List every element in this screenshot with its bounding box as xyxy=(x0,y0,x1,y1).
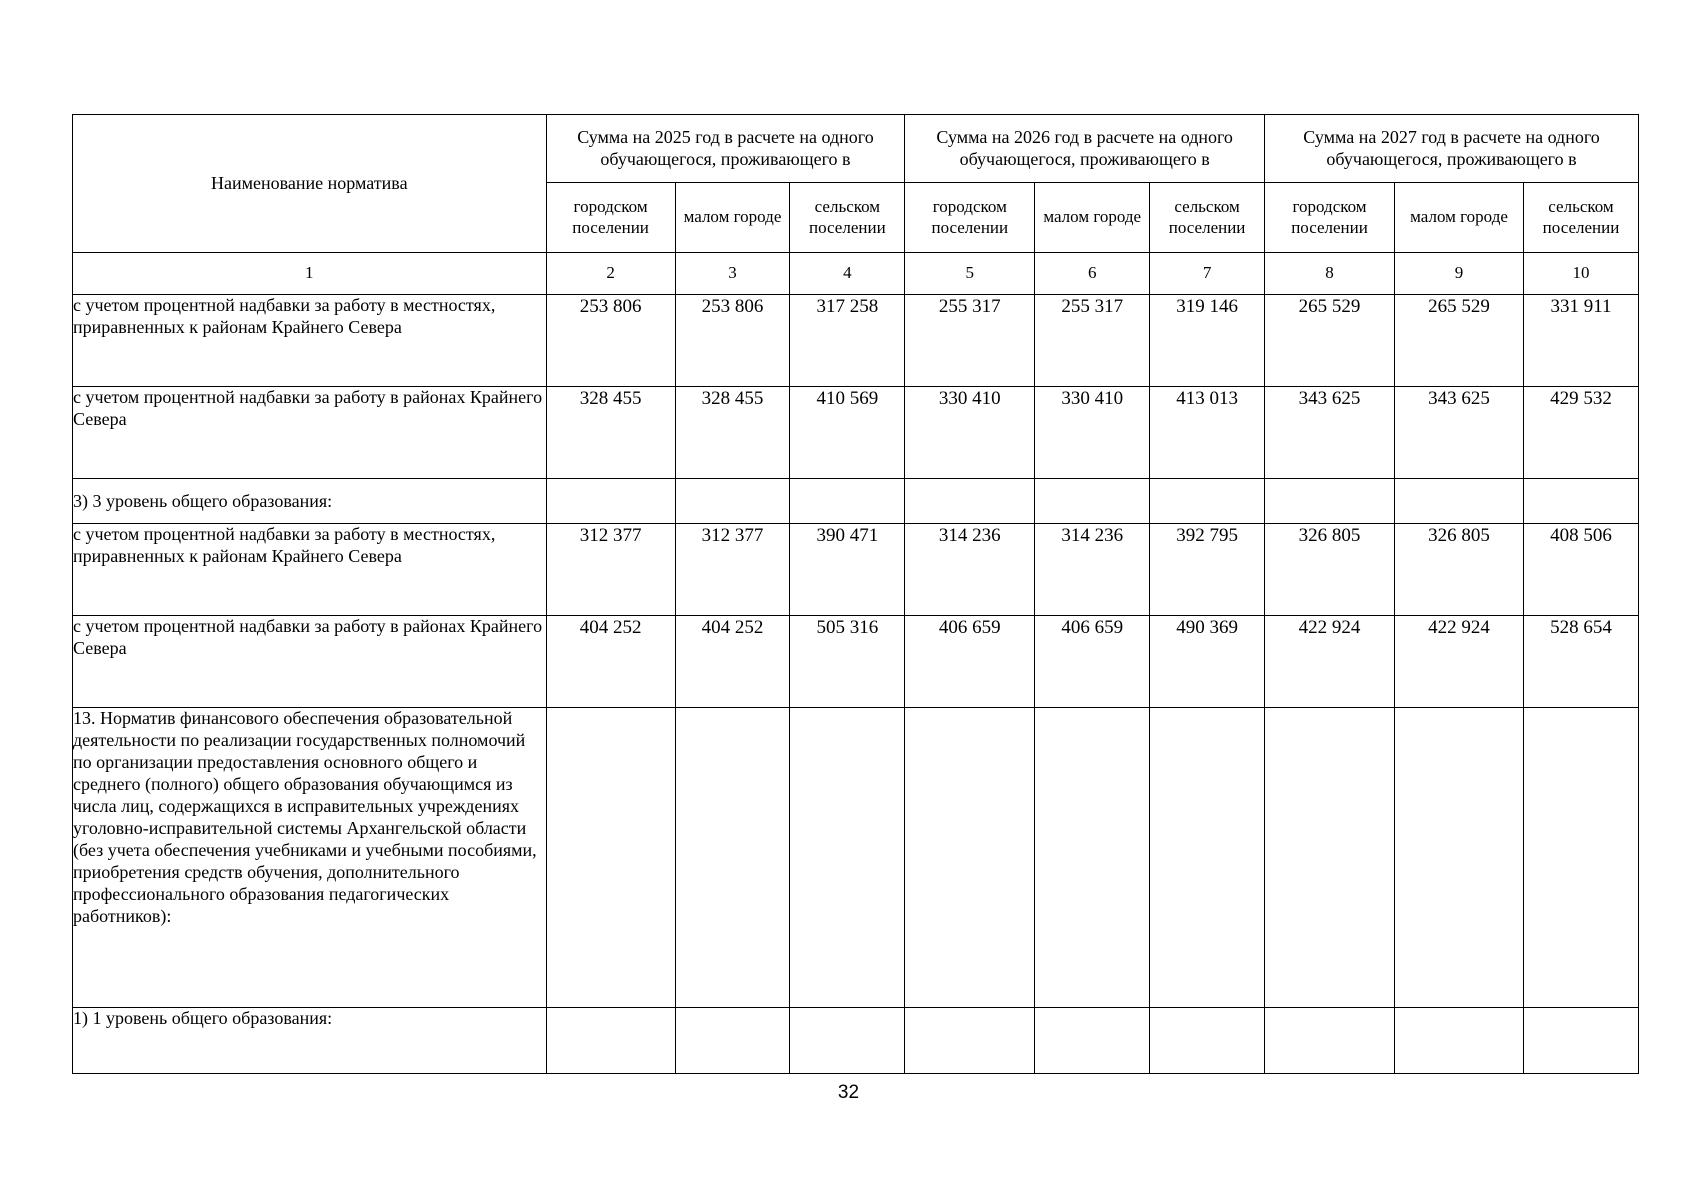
page-number: 32 xyxy=(837,1082,860,1103)
table-row xyxy=(73,1008,1639,1074)
row-value xyxy=(1265,479,1395,524)
header-year-2026: Сумма на 2026 год в расчете на одного обучающегося, проживающего в xyxy=(905,115,1265,183)
column-number: 6 xyxy=(1035,253,1150,295)
row-value xyxy=(1035,708,1150,1008)
row-value xyxy=(1524,1008,1639,1074)
row-value xyxy=(790,479,905,524)
row-value: 317 258 xyxy=(790,295,905,387)
row-value: 319 146 xyxy=(1150,295,1265,387)
row-value xyxy=(1395,479,1524,524)
row-value: 265 529 xyxy=(1265,295,1395,387)
subheader-small-town: малом городе xyxy=(1395,183,1524,253)
row-value: 331 911 xyxy=(1524,295,1639,387)
column-number: 10 xyxy=(1524,253,1639,295)
row-value: 408 506 xyxy=(1524,524,1639,616)
row-value xyxy=(1524,708,1639,1008)
column-number: 3 xyxy=(675,253,790,295)
subheader-rural: сельском поселении xyxy=(1150,183,1265,253)
row-value: 314 236 xyxy=(1035,524,1150,616)
row-label: 1) 1 уровень общего образования: xyxy=(73,1008,547,1074)
subheader-urban: городском поселении xyxy=(1265,183,1395,253)
row-value xyxy=(546,1008,675,1074)
column-number: 9 xyxy=(1395,253,1524,295)
row-value xyxy=(1265,708,1395,1008)
row-value: 330 410 xyxy=(1035,387,1150,479)
table-row xyxy=(73,708,1639,1008)
header-year-2027: Сумма на 2027 год в расчете на одного обучающегося, проживающего в xyxy=(1265,115,1639,183)
row-value: 392 795 xyxy=(1150,524,1265,616)
column-number: 4 xyxy=(790,253,905,295)
row-value xyxy=(1035,479,1150,524)
row-value: 326 805 xyxy=(1265,524,1395,616)
row-value: 528 654 xyxy=(1524,616,1639,708)
column-number: 1 xyxy=(73,253,547,295)
header-year-2025: Сумма на 2025 год в расчете на одного обучающегося, проживающего в xyxy=(546,115,905,183)
row-value: 343 625 xyxy=(1395,387,1524,479)
row-value: 328 455 xyxy=(546,387,675,479)
row-label: с учетом процентной надбавки за работу в районах Крайнего Севера xyxy=(73,387,547,479)
row-label: 3) 3 уровень общего образования: xyxy=(73,479,547,524)
table-row xyxy=(73,387,1639,479)
row-value xyxy=(905,479,1035,524)
subheader-urban: городском поселении xyxy=(905,183,1035,253)
row-value xyxy=(905,1008,1035,1074)
row-value: 255 317 xyxy=(1035,295,1150,387)
row-value xyxy=(905,708,1035,1008)
row-value: 413 013 xyxy=(1150,387,1265,479)
row-value xyxy=(790,1008,905,1074)
column-number: 2 xyxy=(546,253,675,295)
row-value xyxy=(1265,1008,1395,1074)
table-body xyxy=(73,295,1639,1074)
row-value: 490 369 xyxy=(1150,616,1265,708)
row-label: с учетом процентной надбавки за работу в местностях, приравненных к районам Крайнего Севера xyxy=(73,524,547,616)
row-value: 312 377 xyxy=(546,524,675,616)
subheader-urban: городском поселении xyxy=(546,183,675,253)
subheader-small-town: малом городе xyxy=(675,183,790,253)
row-value xyxy=(675,708,790,1008)
row-value xyxy=(675,1008,790,1074)
column-number: 8 xyxy=(1265,253,1395,295)
subheader-rural: сельском поселении xyxy=(1524,183,1639,253)
row-value: 422 924 xyxy=(1265,616,1395,708)
row-value xyxy=(1524,479,1639,524)
row-value: 406 659 xyxy=(1035,616,1150,708)
row-value: 404 252 xyxy=(675,616,790,708)
header-name-column: Наименование норматива xyxy=(73,115,547,253)
row-value xyxy=(546,708,675,1008)
row-value: 253 806 xyxy=(675,295,790,387)
row-label: 13. Норматив финансового обеспечения образовательной деятельности по реализации государственных полномочий по организации предоставления основного общего и среднего (полного) общего образования обучающимся из числа лиц, содержащихся в исправительных учреждениях уголовно-исправительной системы Архангельской области (без учета обеспечения учебниками и учебными пособиями, приобретения средств обучения, дополнительного профессионального образования педагогических работников): xyxy=(73,708,547,1008)
row-value: 505 316 xyxy=(790,616,905,708)
row-value: 406 659 xyxy=(905,616,1035,708)
row-value: 328 455 xyxy=(675,387,790,479)
table-row xyxy=(73,524,1639,616)
row-value: 253 806 xyxy=(546,295,675,387)
subheader-rural: сельском поселении xyxy=(790,183,905,253)
row-value: 314 236 xyxy=(905,524,1035,616)
row-value: 330 410 xyxy=(905,387,1035,479)
row-value: 390 471 xyxy=(790,524,905,616)
row-value: 255 317 xyxy=(905,295,1035,387)
row-value: 404 252 xyxy=(546,616,675,708)
row-value xyxy=(1150,479,1265,524)
row-value: 265 529 xyxy=(1395,295,1524,387)
table-row xyxy=(73,616,1639,708)
row-value xyxy=(1395,1008,1524,1074)
normative-table xyxy=(72,114,1639,1074)
table-header xyxy=(73,115,1639,295)
row-value: 343 625 xyxy=(1265,387,1395,479)
row-value xyxy=(546,479,675,524)
table-row xyxy=(73,479,1639,524)
row-value: 429 532 xyxy=(1524,387,1639,479)
row-label: с учетом процентной надбавки за работу в местностях, приравненных к районам Крайнего Севера xyxy=(73,295,547,387)
row-value xyxy=(1150,1008,1265,1074)
row-value: 422 924 xyxy=(1395,616,1524,708)
column-number: 7 xyxy=(1150,253,1265,295)
row-value: 312 377 xyxy=(675,524,790,616)
row-value xyxy=(1395,708,1524,1008)
row-value xyxy=(790,708,905,1008)
column-number: 5 xyxy=(905,253,1035,295)
row-value xyxy=(675,479,790,524)
table-row xyxy=(73,295,1639,387)
row-value xyxy=(1150,708,1265,1008)
row-label: с учетом процентной надбавки за работу в районах Крайнего Севера xyxy=(73,616,547,708)
row-value xyxy=(1035,1008,1150,1074)
subheader-small-town: малом городе xyxy=(1035,183,1150,253)
row-value: 326 805 xyxy=(1395,524,1524,616)
row-value: 410 569 xyxy=(790,387,905,479)
